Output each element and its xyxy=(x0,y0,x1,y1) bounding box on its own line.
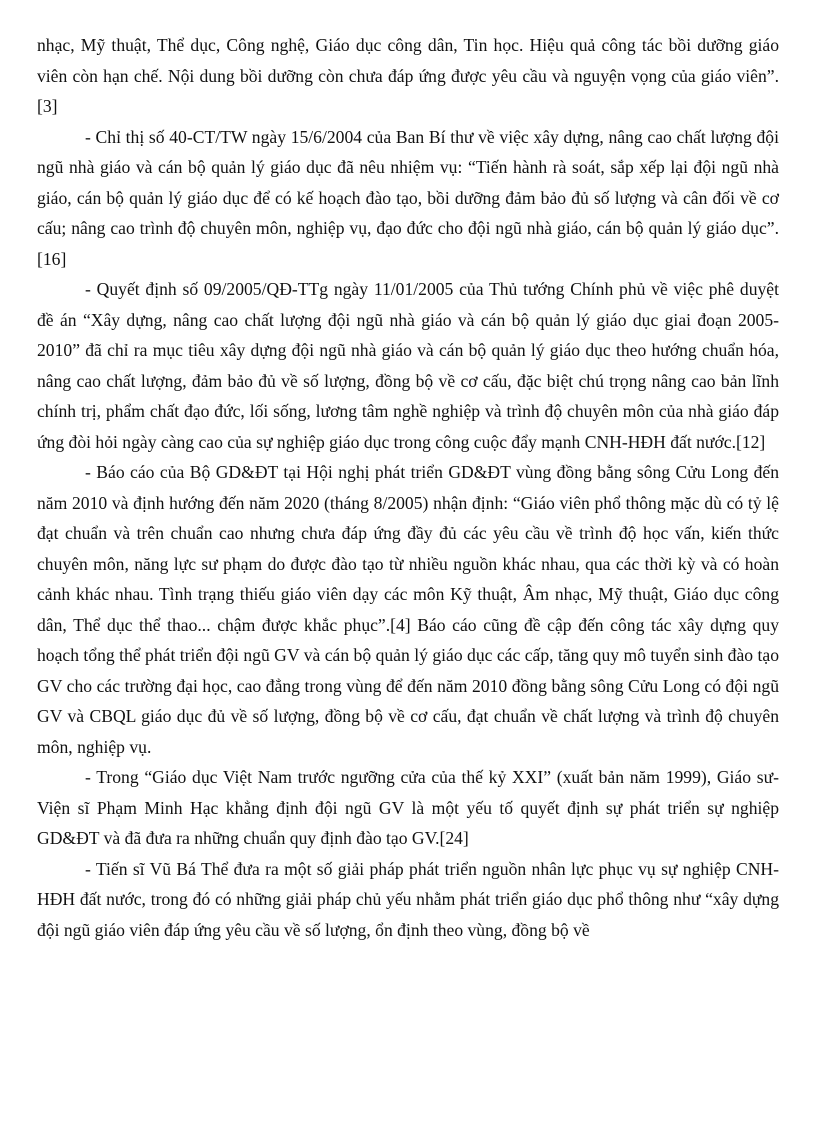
paragraph-pham-minh-hac: - Trong “Giáo dục Việt Nam trước ngưỡng cửa của thế kỷ XXI” (xuất bản năm 1999), Giáo sư- Viện sĩ Phạm Minh Hạc khẳng định đội ngũ GV là một yếu tố quyết định sự phát triển sự nghiệp GD&ĐT và đã đưa ra những chuẩn quy định đào tạo GV.[24] xyxy=(37,767,779,848)
paragraph-vu-ba-the: - Tiến sĩ Vũ Bá Thể đưa ra một số giải pháp phát triển nguồn nhân lực phục vụ sự nghiệp CNH-HĐH đất nước, trong đó có những giải pháp chủ yếu nhằm phát triển giáo dục phổ thông như “xây dựng đội ngũ giáo viên đáp ứng yêu cầu về số lượng, ổn định theo vùng, đồng bộ về xyxy=(37,858,779,940)
paragraph-directive-40: - Chỉ thị số 40-CT/TW ngày 15/6/2004 của Ban Bí thư về việc xây dựng, nâng cao chất lượng đội ngũ nhà giáo và cán bộ quản lý giáo dục đã nêu nhiệm vụ: “Tiến hành rà soát, sắp xếp lại đội ngũ nhà giáo, cán bộ quản lý giáo dục để có kế hoạch đào tạo, bồi dưỡng đảm bảo đủ số lượng và cân đối về cơ cấu; nâng cao trình độ chuyên môn, nghiệp vụ, đạo đức cho đội ngũ nhà giáo, cán bộ quản lý giáo dục”.[16] xyxy=(37,126,779,269)
paragraph-moet-report: - Báo cáo của Bộ GD&ĐT tại Hội nghị phát triển GD&ĐT vùng đồng bằng sông Cửu Long đến năm 2010 và định hướng đến năm 2020 (tháng 8/2005) nhận định: “Giáo viên phổ thông mặc dù có tỷ lệ đạt chuẩn và trên chuẩn cao nhưng chưa đáp ứng đầy đủ các yêu cầu về trình độ học vấn, kiến thức chuyên môn, năng lực sư phạm do được đào tạo từ nhiều nguồn khác nhau, qua các thời kỳ và có hoàn cảnh khác nhau. Tình trạng thiếu giáo viên dạy các môn Kỹ thuật, Âm nhạc, Mỹ thuật, Giáo dục công dân, Thể dục thể thao... chậm được khắc phục”.[4] Báo cáo cũng đề cập đến công tác xây dựng quy hoạch tổng thể phát triển đội ngũ GV và cán bộ quản lý giáo dục các cấp, tăng quy mô tuyển sinh đào tạo GV cho các trường đại học, cao đẳng trong vùng để đến năm 2010 đồng bằng sông Cửu Long có đội ngũ GV và CBQL giáo dục đủ về số lượng, đồng bộ về cơ cấu, đạt chuẩn về chất lượng và trình độ chuyên môn, nghiệp vụ. xyxy=(37,462,779,757)
paragraph-continuation: nhạc, Mỹ thuật, Thể dục, Công nghệ, Giáo dục công dân, Tin học. Hiệu quả công tác bồi dưỡng giáo viên còn hạn chế. Nội dung bồi dưỡng còn chưa đáp ứng được yêu cầu và nguyện vọng của giáo viên”.[3] xyxy=(37,35,779,116)
paragraph-decision-09: - Quyết định số 09/2005/QĐ-TTg ngày 11/01/2005 của Thủ tướng Chính phủ về việc phê duyệt đề án “Xây dựng, nâng cao chất lượng đội ngũ nhà giáo và cán bộ quản lý giáo dục giai đoạn 2005-2010” đã chỉ ra mục tiêu xây dựng đội ngũ nhà giáo và cán bộ quản lý giáo dục theo hướng chuẩn hóa, nâng cao chất lượng, đảm bảo đủ về số lượng, đồng bộ về cơ cấu, đặc biệt chú trọng nâng cao bản lĩnh chính trị, phẩm chất đạo đức, lối sống, lương tâm nghề nghiệp và trình độ chuyên môn của nhà giáo đáp ứng đòi hỏi ngày càng cao của sự nghiệp giáo dục trong công cuộc đẩy mạnh CNH-HĐH đất nước.[12] xyxy=(37,279,779,452)
document-page xyxy=(37,0,779,945)
